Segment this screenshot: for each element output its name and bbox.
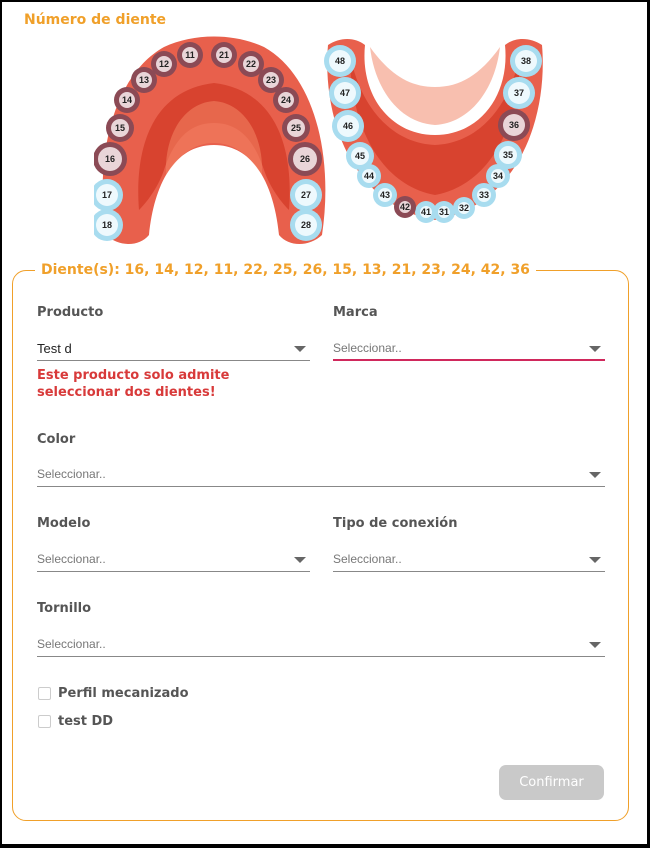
tooth-number-label[interactable]: 33 (478, 190, 490, 200)
producto-value: Test d (37, 341, 72, 356)
tooth-number-label[interactable]: 36 (508, 120, 520, 130)
chevron-down-icon (589, 557, 601, 563)
tooth-number-label[interactable]: 42 (399, 202, 411, 212)
tooth-selector-panel (2, 2, 647, 844)
tooth-number-label[interactable]: 16 (104, 154, 116, 164)
tooth-number-label[interactable]: 13 (138, 75, 150, 85)
perfil-mecanizado-label: Perfil mecanizado (58, 686, 189, 701)
modelo-select[interactable] (37, 548, 310, 572)
tooth-number-label[interactable]: 43 (379, 190, 391, 200)
color-placeholder: Seleccionar.. (37, 467, 106, 481)
marca-select[interactable] (333, 337, 605, 361)
error-message: Este producto solo admite seleccionar dos dientes! (37, 368, 230, 400)
tooth-number-label[interactable]: 46 (342, 121, 354, 131)
confirm-button[interactable]: Confirmar (499, 765, 604, 800)
tooth-number-label[interactable]: 11 (185, 50, 195, 60)
chevron-down-icon (294, 346, 306, 352)
tornillo-select[interactable] (37, 633, 605, 657)
producto-label: Producto (37, 305, 104, 320)
tooth-number-label[interactable]: 26 (299, 154, 311, 164)
tooth-number-label[interactable]: 15 (114, 123, 126, 133)
tipo-conexion-placeholder: Seleccionar.. (333, 552, 402, 566)
tooth-number-label[interactable]: 32 (458, 203, 470, 213)
tipo-conexion-select[interactable] (333, 548, 605, 572)
tornillo-placeholder: Seleccionar.. (37, 637, 106, 651)
selected-teeth-legend: Diente(s): 16, 14, 12, 11, 22, 25, 26, 15, 13, 21, 23, 24, 42, 36 (41, 262, 530, 278)
tooth-number-label[interactable]: 41 (420, 207, 432, 217)
tooth-number-label[interactable]: 12 (158, 59, 170, 69)
tooth-number-label[interactable]: 23 (265, 75, 277, 85)
lower-jaw-chart (320, 35, 550, 225)
tooth-number-label[interactable]: 45 (354, 151, 366, 161)
modelo-placeholder: Seleccionar.. (37, 552, 106, 566)
tooth-number-label[interactable]: 28 (300, 220, 312, 230)
chevron-down-icon (294, 557, 306, 563)
tipo-conexion-label: Tipo de conexión (333, 516, 458, 531)
tooth-number-label[interactable]: 47 (339, 88, 351, 98)
checkbox-box[interactable] (38, 715, 51, 728)
chevron-down-icon (589, 346, 601, 352)
tooth-number-label[interactable]: 31 (438, 207, 450, 217)
tooth-number-label[interactable]: 18 (101, 220, 113, 230)
tornillo-label: Tornillo (37, 601, 92, 616)
tooth-number-label[interactable]: 22 (245, 59, 257, 69)
tooth-number-label[interactable]: 14 (121, 95, 133, 105)
upper-jaw-chart (94, 35, 334, 245)
tooth-number-label[interactable]: 17 (101, 190, 113, 200)
tooth-number-label[interactable]: 44 (363, 171, 375, 181)
marca-label: Marca (333, 305, 378, 320)
tooth-number-label[interactable]: 37 (513, 88, 525, 98)
tooth-number-label[interactable]: 27 (300, 190, 312, 200)
tooth-number-label[interactable]: 38 (520, 56, 532, 66)
producto-select[interactable] (37, 337, 310, 361)
checkbox-box[interactable] (38, 687, 51, 700)
page-title: Número de diente (24, 12, 167, 28)
modelo-label: Modelo (37, 516, 91, 531)
test-dd-label: test DD (58, 714, 114, 729)
tooth-number-label[interactable]: 34 (492, 171, 504, 181)
tooth-number-label[interactable]: 25 (290, 123, 302, 133)
chevron-down-icon (589, 642, 601, 648)
tooth-number-label[interactable]: 24 (280, 95, 292, 105)
color-label: Color (37, 432, 76, 447)
perfil-mecanizado-checkbox[interactable] (38, 686, 189, 701)
test-dd-checkbox[interactable] (38, 714, 113, 729)
marca-placeholder: Seleccionar.. (333, 341, 402, 355)
tooth-number-label[interactable]: 21 (218, 50, 230, 60)
tooth-number-label[interactable]: 48 (334, 56, 346, 66)
color-select[interactable] (37, 463, 605, 487)
chevron-down-icon (589, 472, 601, 478)
tooth-number-label[interactable]: 35 (502, 150, 514, 160)
